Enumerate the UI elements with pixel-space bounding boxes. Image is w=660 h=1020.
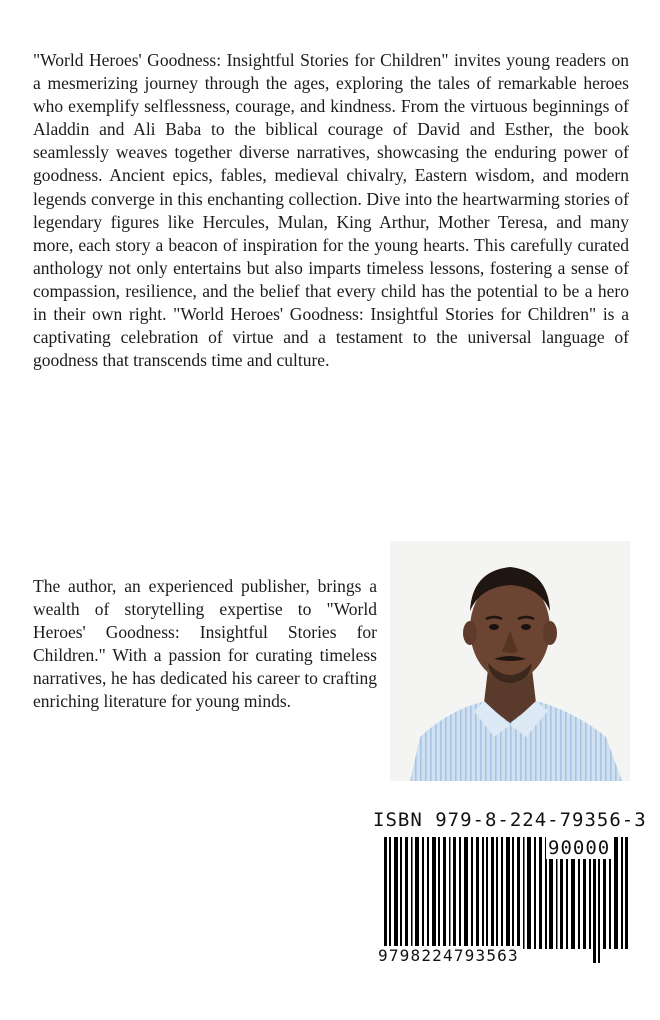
price-code: 90000 — [548, 837, 611, 859]
barcode-digits: 9798224793563 — [378, 946, 519, 965]
author-bio: The author, an experienced publisher, brings a wealth of storytelling expertise to "World Heroes' Goodness: Insightful Stories for Children." With a passion for curating timeless narratives, he has dedicated his career to crafting enriching literature for young minds. — [33, 576, 377, 712]
author-photo — [390, 541, 630, 781]
isbn-label: ISBN 979-8-224-79356-3 — [373, 809, 647, 831]
book-description: "World Heroes' Goodness: Insightful Stories for Children" invites young readers on a mesmerizing journey through the ages, exploring the tales of remarkable heroes who exemplify selflessness, courage, and kindness. From the virtuous beginnings of Aladdin and Ali Baba to the biblical courage of David and Esther, the book seamlessly weaves together diverse narratives, showcasing the enduring power of goodness. Ancient epics, fables, medieval chivalry, Eastern wisdom, and modern legends converge in this enchanting collection. Dive into the heartwarming stories of legendary figures like Hercules, Mulan, King Arthur, Mother Teresa, and many more, each story a beacon of inspiration for the young hearts. This carefully curated anthology not only entertains but also imparts timeless lessons, fostering a sense of compassion, resilience, and the belief that every child has the potential to be a hero in their own right. "World Heroes' Goodness: Insightful Stories for Children" is a captivating celebration of virtue and a testament to the universal language of goodness that transcends time and culture. — [33, 50, 629, 371]
